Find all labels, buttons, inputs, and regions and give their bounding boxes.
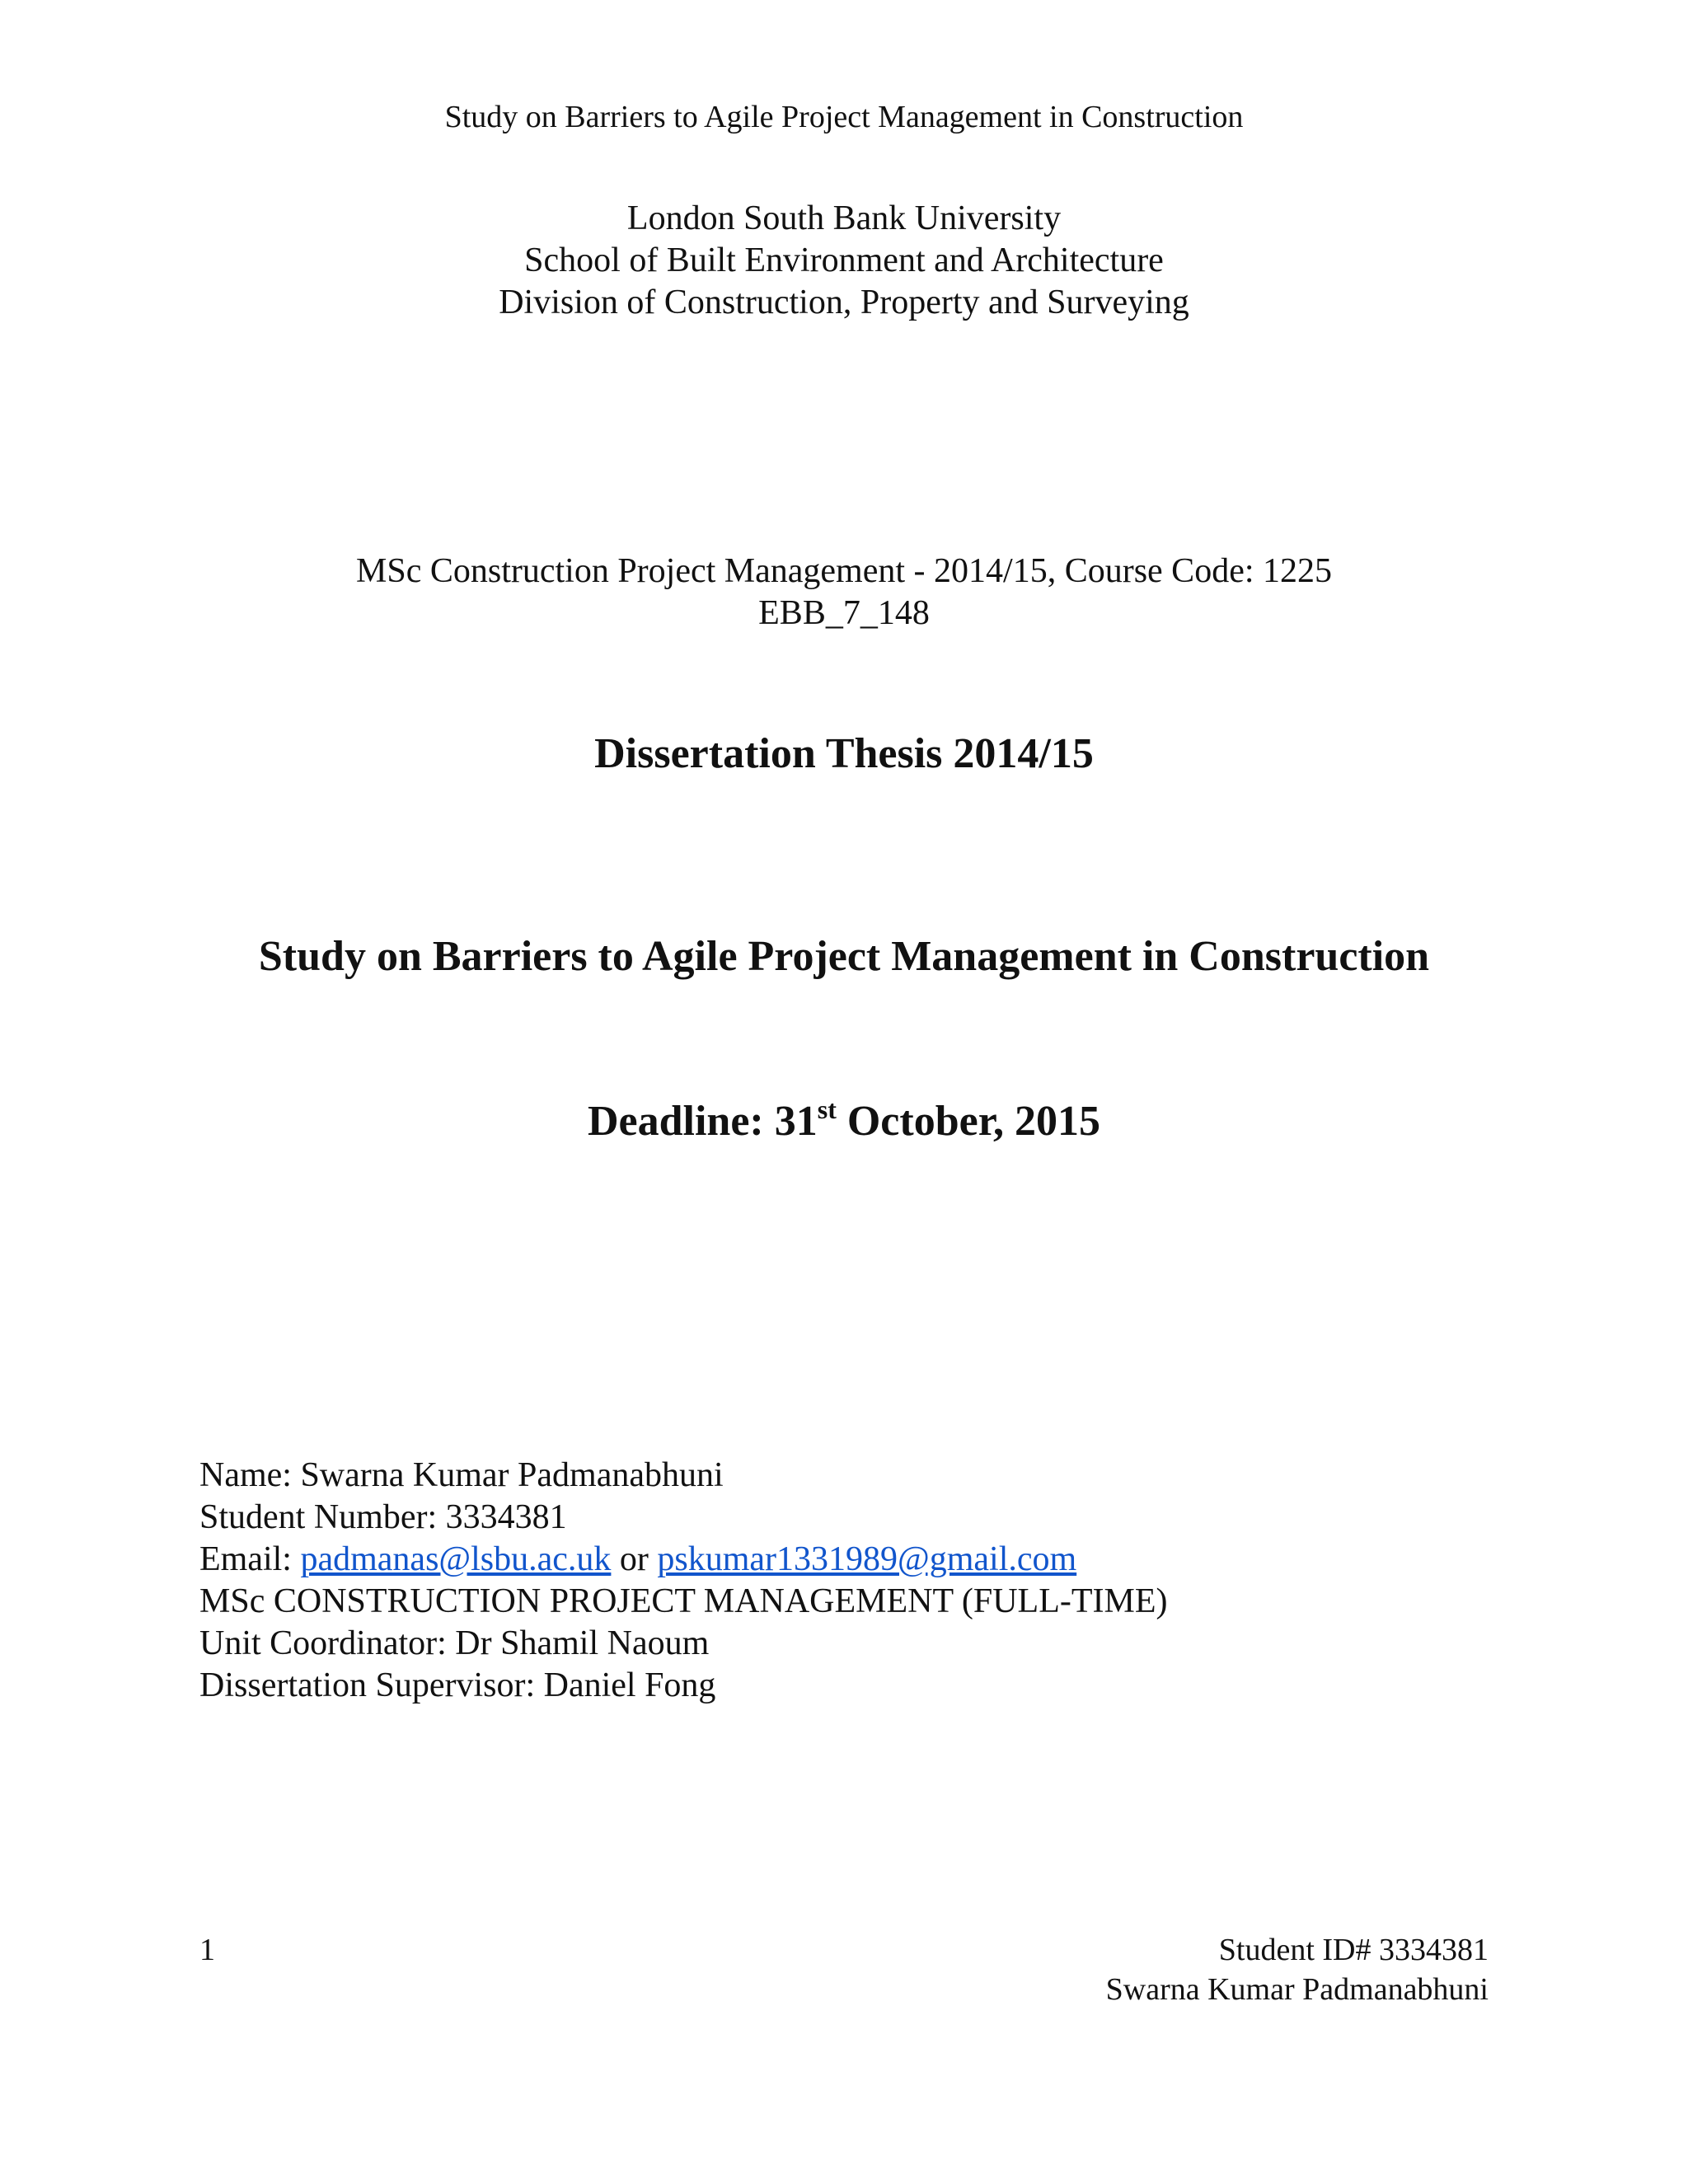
email-line — [199, 1539, 1167, 1581]
student-details — [199, 1455, 1167, 1707]
university-name: London South Bank University — [626, 199, 1062, 237]
institution-block — [0, 198, 1688, 324]
division-name: Division of Construction, Property and Surveying — [499, 284, 1189, 321]
running-header: Study on Barriers to Agile Project Management in Construction — [444, 100, 1244, 134]
deadline-ordinal-suffix: st — [817, 1094, 837, 1124]
footer-student-info — [1106, 1930, 1489, 2009]
programme-line: MSc Construction Project Management - 2014/15, Course Code: 1225 — [355, 552, 1333, 590]
deadline-prefix: Deadline: 31 — [587, 1098, 818, 1145]
footer-student-name: Swarna Kumar Padmanabhuni — [1105, 1972, 1489, 2007]
student-name-line: Name: Swarna Kumar Padmanabhuni — [199, 1456, 724, 1494]
email-label: Email: — [199, 1540, 301, 1578]
document-type-heading: Dissertation Thesis 2014/15 — [594, 730, 1094, 777]
module-code: EBB_7_148 — [758, 594, 930, 632]
student-number-line: Student Number: 3334381 — [199, 1498, 567, 1536]
footer-student-id: Student ID# 3334381 — [1218, 1933, 1489, 1967]
email-link-primary[interactable]: padmanas@lsbu.ac.uk — [300, 1540, 612, 1578]
thesis-title: Study on Barriers to Agile Project Management in Construction — [258, 933, 1430, 980]
email-separator: or — [611, 1540, 658, 1578]
supervisor-line: Dissertation Supervisor: Daniel Fong — [199, 1666, 716, 1704]
coordinator-line: Unit Coordinator: Dr Shamil Naoum — [199, 1624, 710, 1662]
deadline-heading — [0, 1096, 1688, 1147]
programme-caps-line: MSc CONSTRUCTION PROJECT MANAGEMENT (FULL-TIME) — [199, 1582, 1168, 1620]
course-block — [0, 551, 1688, 635]
deadline-rest: October, 2015 — [836, 1098, 1101, 1145]
email-link-secondary[interactable]: pskumar1331989@gmail.com — [657, 1540, 1077, 1578]
school-name: School of Built Environment and Architecture — [524, 241, 1164, 279]
page-number: 1 — [199, 1933, 215, 1967]
